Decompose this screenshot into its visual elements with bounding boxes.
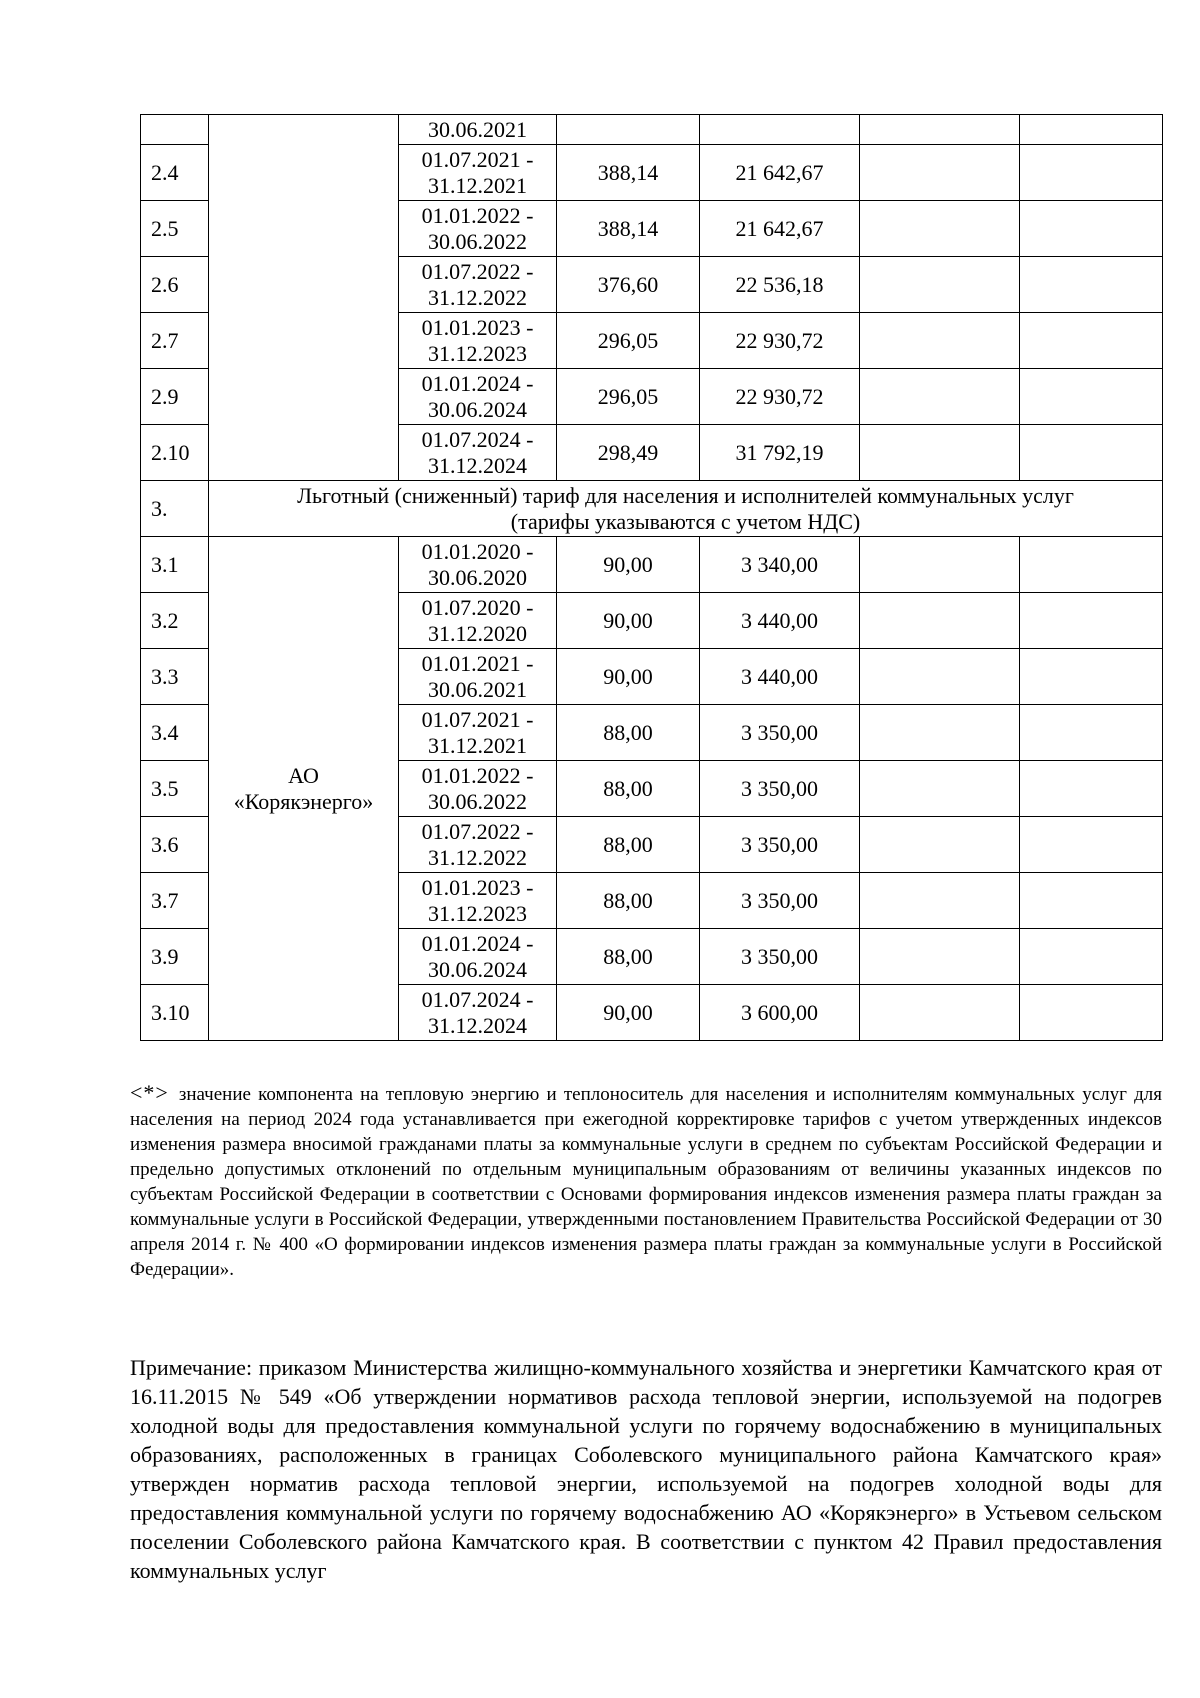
value-cell: 90,00	[557, 537, 700, 593]
period-start: 01.01.2022 -	[421, 762, 534, 788]
footnote-text: значение компонента на тепловую энергию и теплоноситель для населения и исполнителям коммунальных услуг для населения на период 2024 года устанавливается при ежегодной корректировке тарифов с учетом утвержденных индексов изменения размера вносимой гражданами платы за коммунальные услуги в среднем по субъектам Российской Федерации и предельно допустимых отклонений по отдельным муниципальным образованиям от величины указанных индексов по субъектам Российской Федерации в соответствии с Основами формирования индексов изменения размера платы граждан за коммунальные услуги в Российской Федерации, утвержденными постановлением Правительства Российской Федерации от 30 апреля 2014 г. № 400 «О формировании индексов изменения размера платы граждан за коммунальные услуги в Российской Федерации».	[130, 1084, 1162, 1280]
note-paragraph: Примечание: приказом Министерства жилищно-коммунального хозяйства и энергетики Камчатского края от 16.11.2015 № 549 «Об утверждении нормативов расхода тепловой энергии, используемой на подогрев холодной воды для предоставления коммунальной услуги по горячему водоснабжению в муниципальных образованиях, расположенных в границах Соболевского муниципального района Камчатского края» утвержден норматив расхода тепловой энергии, используемой на подогрев холодной воды для предоставления коммунальной услуги по горячему водоснабжению АО «Корякэнерго» в Устьевом сельском поселении Соболевского района Камчатского края. В соответствии с пунктом 42 Правил предоставления коммунальных услуг	[130, 1355, 1162, 1583]
section-header-row	[141, 481, 1163, 537]
empty-cell	[1020, 115, 1163, 145]
period-cell	[399, 313, 557, 369]
empty-cell	[1020, 817, 1163, 873]
period-start: 01.07.2024 -	[421, 426, 534, 452]
empty-cell	[860, 537, 1020, 593]
empty-cell	[860, 145, 1020, 201]
value-cell: 88,00	[557, 873, 700, 929]
period-start: 01.01.2022 -	[421, 202, 534, 228]
empty-cell	[1020, 985, 1163, 1041]
empty-cell	[860, 369, 1020, 425]
period-start: 01.07.2020 -	[421, 594, 534, 620]
period-cell	[399, 705, 557, 761]
value-cell: 88,00	[557, 817, 700, 873]
period-start: 01.01.2023 -	[421, 314, 534, 340]
empty-cell	[860, 201, 1020, 257]
value-cell: 388,14	[557, 201, 700, 257]
period-cell	[399, 873, 557, 929]
empty-cell	[860, 985, 1020, 1041]
value-cell: 88,00	[557, 705, 700, 761]
empty-cell	[1020, 201, 1163, 257]
period-cell	[399, 369, 557, 425]
empty-cell	[860, 313, 1020, 369]
num-cell: 3.3	[141, 649, 209, 705]
value-cell: 3 350,00	[700, 817, 860, 873]
empty-cell	[860, 257, 1020, 313]
period-start: 01.01.2024 -	[421, 930, 534, 956]
value-cell: 3 600,00	[700, 985, 860, 1041]
num-cell: 3.4	[141, 705, 209, 761]
value-cell: 90,00	[557, 985, 700, 1041]
value-cell: 22 930,72	[700, 313, 860, 369]
period-cell	[399, 537, 557, 593]
num-cell: 2.6	[141, 257, 209, 313]
empty-cell	[1020, 537, 1163, 593]
period-end: 31.12.2022	[428, 844, 527, 870]
value-cell: 298,49	[557, 425, 700, 481]
period-end: 31.12.2024	[428, 1012, 527, 1038]
empty-cell	[860, 761, 1020, 817]
value-cell: 376,60	[557, 257, 700, 313]
table-row	[141, 115, 1163, 145]
period-start: 01.07.2022 -	[421, 258, 534, 284]
period-start: 01.01.2023 -	[421, 874, 534, 900]
period-cell	[399, 593, 557, 649]
empty-cell	[1020, 145, 1163, 201]
num-cell: 2.4	[141, 145, 209, 201]
value-cell	[700, 115, 860, 145]
empty-cell	[860, 817, 1020, 873]
footnote-mark: <*>	[130, 1080, 169, 1105]
value-cell: 296,05	[557, 313, 700, 369]
num-cell: 3.9	[141, 929, 209, 985]
period-cell	[399, 929, 557, 985]
value-cell: 90,00	[557, 593, 700, 649]
period-end: 31.12.2021	[428, 732, 527, 758]
period-end: 31.12.2023	[428, 340, 527, 366]
num-cell: 2.5	[141, 201, 209, 257]
value-cell: 3 350,00	[700, 873, 860, 929]
period-cell	[399, 201, 557, 257]
value-cell: 88,00	[557, 929, 700, 985]
num-cell: 2.10	[141, 425, 209, 481]
empty-cell	[1020, 649, 1163, 705]
period-start: 01.01.2021 -	[421, 650, 534, 676]
empty-cell	[860, 705, 1020, 761]
num-cell: 3.6	[141, 817, 209, 873]
num-cell: 3.2	[141, 593, 209, 649]
num-cell: 3.1	[141, 537, 209, 593]
value-cell: 3 350,00	[700, 705, 860, 761]
period-start: 01.07.2024 -	[421, 986, 534, 1012]
empty-cell	[860, 425, 1020, 481]
period-end: 30.06.2021	[428, 676, 527, 702]
num-cell: 3.5	[141, 761, 209, 817]
empty-cell	[1020, 369, 1163, 425]
section-title-cell	[209, 481, 1163, 537]
value-cell: 3 350,00	[700, 761, 860, 817]
empty-cell	[1020, 593, 1163, 649]
period-start: 01.07.2021 -	[421, 706, 534, 732]
value-cell: 3 340,00	[700, 537, 860, 593]
value-cell: 31 792,19	[700, 425, 860, 481]
num-cell: 2.7	[141, 313, 209, 369]
value-cell: 21 642,67	[700, 201, 860, 257]
org-cell-section2	[209, 115, 399, 481]
value-cell: 296,05	[557, 369, 700, 425]
tariff-table	[140, 114, 1163, 1041]
period-end: 30.06.2024	[428, 396, 527, 422]
value-cell: 88,00	[557, 761, 700, 817]
num-cell: 2.9	[141, 369, 209, 425]
table-row	[141, 537, 1163, 593]
empty-cell	[860, 873, 1020, 929]
period-cell: 30.06.2021	[399, 115, 557, 145]
period-cell	[399, 649, 557, 705]
period-end: 31.12.2024	[428, 452, 527, 478]
empty-cell	[860, 115, 1020, 145]
period-cell	[399, 817, 557, 873]
empty-cell	[1020, 873, 1163, 929]
empty-cell	[860, 593, 1020, 649]
num-cell: 3.	[141, 481, 209, 537]
period-cell	[399, 761, 557, 817]
org-name-line2: «Корякэнерго»	[233, 788, 374, 814]
empty-cell	[1020, 761, 1163, 817]
org-name-line1: АО	[288, 762, 319, 788]
period-cell	[399, 425, 557, 481]
value-cell: 3 440,00	[700, 593, 860, 649]
num-cell: 3.10	[141, 985, 209, 1041]
footnote	[130, 1080, 1162, 1282]
period-start: 01.01.2024 -	[421, 370, 534, 396]
num-cell	[141, 115, 209, 145]
period-end: 31.12.2021	[428, 172, 527, 198]
value-cell: 22 930,72	[700, 369, 860, 425]
period-end: 31.12.2023	[428, 900, 527, 926]
org-cell	[209, 537, 399, 1041]
period-end: 31.12.2020	[428, 620, 527, 646]
value-cell: 3 350,00	[700, 929, 860, 985]
period-end: 30.06.2022	[428, 228, 527, 254]
period-start: 01.07.2022 -	[421, 818, 534, 844]
period-start: 01.07.2021 -	[421, 146, 534, 172]
empty-cell	[1020, 425, 1163, 481]
period-end: 30.06.2024	[428, 956, 527, 982]
value-cell: 90,00	[557, 649, 700, 705]
value-cell: 3 440,00	[700, 649, 860, 705]
section-title-line2: (тарифы указываются с учетом НДС)	[510, 508, 861, 534]
empty-cell	[860, 929, 1020, 985]
value-cell	[557, 115, 700, 145]
period-end: 31.12.2022	[428, 284, 527, 310]
empty-cell	[1020, 705, 1163, 761]
period-end: 30.06.2022	[428, 788, 527, 814]
empty-cell	[1020, 313, 1163, 369]
empty-cell	[860, 649, 1020, 705]
num-cell: 3.7	[141, 873, 209, 929]
value-cell: 21 642,67	[700, 145, 860, 201]
period-start: 01.01.2020 -	[421, 538, 534, 564]
section-title-line1: Льготный (сниженный) тариф для населения и исполнителей коммунальных услуг	[297, 482, 1074, 508]
period-end: 30.06.2020	[428, 564, 527, 590]
value-cell: 388,14	[557, 145, 700, 201]
empty-cell	[1020, 257, 1163, 313]
period-cell	[399, 985, 557, 1041]
empty-cell	[1020, 929, 1163, 985]
period-cell	[399, 257, 557, 313]
value-cell: 22 536,18	[700, 257, 860, 313]
period-cell	[399, 145, 557, 201]
